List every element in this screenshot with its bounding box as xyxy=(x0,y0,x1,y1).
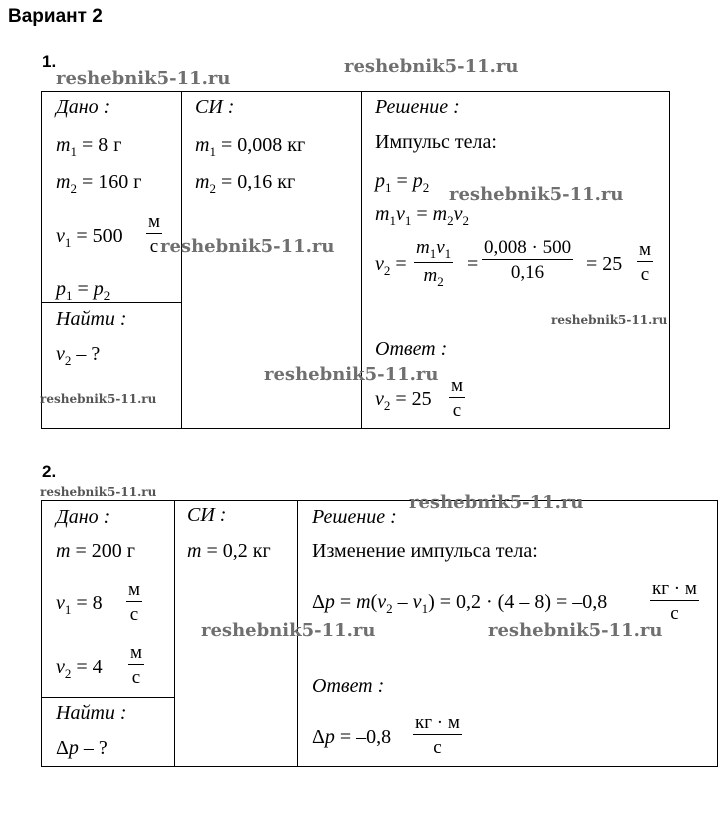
problem-2-unit-answer: кг · м с xyxy=(415,712,460,758)
watermark: reshebnik5-11.ru xyxy=(488,620,663,641)
problem-1-unit-v1: м с xyxy=(148,211,161,257)
problem-2-unit-v1: м с xyxy=(128,579,141,625)
problem-1-eq-v2-left: $v_2$ = xyxy=(375,253,407,278)
watermark: reshebnik5-11.ru xyxy=(40,392,157,406)
problem-1-find-v2: $v_2$ – ? xyxy=(56,343,101,368)
problem-1-given-label: Дано : xyxy=(56,96,111,118)
page-title: Вариант 2 xyxy=(8,6,103,27)
problem-1-given-m1: $m_1 = 8$ г xyxy=(56,134,122,159)
watermark: reshebnik5-11.ru xyxy=(449,184,624,205)
problem-2-given-v2: $v_2 = 4$ xyxy=(56,656,103,681)
problem-1-number: 1. xyxy=(42,52,57,71)
problem-2-divider-given xyxy=(174,500,175,767)
problem-2-solution-text: Изменение импульса тела: xyxy=(312,540,538,562)
watermark: reshebnik5-11.ru xyxy=(264,364,439,385)
problem-1-solution-text: Импульс тела: xyxy=(375,131,497,153)
problem-1-solution-label: Решение : xyxy=(375,96,460,118)
problem-1-eq-p: $p_1 = p_2$ xyxy=(375,170,430,195)
problem-2-answer-label: Ответ : xyxy=(312,675,385,697)
problem-1-si-label: СИ : xyxy=(195,96,235,118)
problem-1-eq-mv: $m_1v_1 = m_2v_2$ xyxy=(375,203,469,228)
watermark: reshebnik5-11.ru xyxy=(409,492,584,513)
problem-1-unit-result: м с xyxy=(639,239,652,285)
problem-2-answer: Δp = –0,8 xyxy=(312,726,392,748)
problem-2-given-m: m = 200 г xyxy=(56,540,135,562)
problem-1-divider-given xyxy=(181,91,182,429)
problem-2-unit-result: кг · м с xyxy=(652,578,697,624)
watermark: reshebnik5-11.ru xyxy=(201,620,376,641)
problem-2-solution-label: Решение : xyxy=(312,506,397,528)
problem-2-find-label: Найти : xyxy=(56,702,127,724)
problem-2-unit-v2: м с xyxy=(130,642,143,688)
watermark: reshebnik5-11.ru xyxy=(344,56,519,77)
watermark: reshebnik5-11.ru xyxy=(56,68,231,89)
problem-1-given-v1: $v_1 = 500$ xyxy=(56,225,123,250)
problem-2-si-m: m = 0,2 кг xyxy=(187,540,271,562)
problem-1-given-p: $p_1 = p_2$ xyxy=(56,278,111,303)
problem-1-answer: $v_2 = 25$ xyxy=(375,388,432,413)
problem-1-frac-symbolic: $\frac{m_1v_1}{m_2}$ xyxy=(416,237,452,289)
problem-2-divider-find xyxy=(41,697,174,698)
watermark: reshebnik5-11.ru xyxy=(40,485,157,499)
problem-1-eq-equals: = xyxy=(467,253,479,275)
problem-1-given-m2: $m_2 = 160$ г xyxy=(56,171,142,196)
watermark: reshebnik5-11.ru xyxy=(551,313,668,327)
problem-1-unit-answer: м с xyxy=(451,375,464,421)
problem-1-si-m2: $m_2 = 0,16$ кг xyxy=(195,171,296,196)
problem-2-given-v1: $v_1 = 8$ xyxy=(56,592,103,617)
problem-2-find-dp: Δp – ? xyxy=(56,737,108,759)
problem-1-answer-label: Ответ : xyxy=(375,338,448,360)
problem-1-find-label: Найти : xyxy=(56,308,127,330)
problem-1-frac-numeric: $\frac{0,008 \cdot 500}{0,16}$ xyxy=(484,237,572,283)
problem-2-given-label: Дано : xyxy=(56,506,111,528)
problem-1-result: = 25 xyxy=(586,253,623,275)
watermark: reshebnik5-11.ru xyxy=(160,236,335,257)
problem-2-number: 2. xyxy=(42,462,57,481)
problem-2-eq-dp: $\Delta p = m(v_2 - v_1) = 0,2 \cdot (4 - 8) = -0,8$ xyxy=(312,591,608,616)
problem-2-si-label: СИ : xyxy=(187,504,227,526)
problem-1-si-m1: $m_1 = 0,008$ кг xyxy=(195,134,306,159)
